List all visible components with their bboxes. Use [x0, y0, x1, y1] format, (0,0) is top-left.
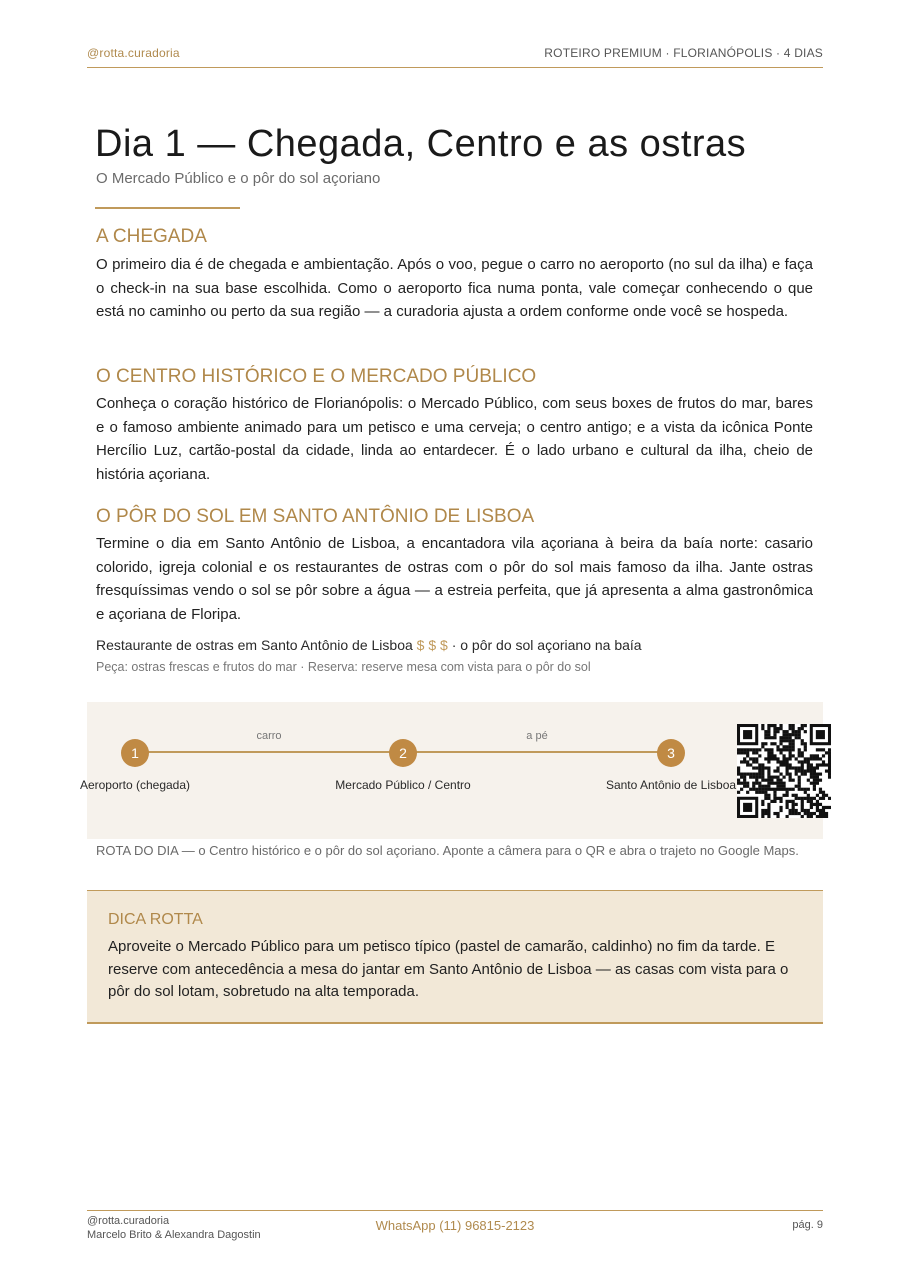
running-header: [87, 46, 823, 68]
tip-body: Aproveite o Mercado Público para um petisco típico (pastel de camarão, caldinho) no fim da tarde. E reserve com antecedência a mesa do jantar em Santo Antônio de Lisboa — as casas com vista para o pôr do sol lotam, sobretudo na alta temporada.: [108, 938, 789, 1000]
page-number: pág. 9: [792, 1219, 823, 1231]
section-body-por-do-sol: Termine o dia em Santo Antônio de Lisboa, a encantadora vila açoriana à beira da baía norte: casario colorido, igreja colonial e os restaurantes de ostras com o pôr do sol mais famoso da ilha. Jante ostras fresquíssimas vendo o sol se pôr sobre a água — a estreia perfeita, que já apresenta a alma gastronômica e açoriana de Floripa.: [96, 535, 813, 623]
route-stop-label-1: Aeroporto (chegada): [79, 778, 191, 792]
section-heading-chegada: A CHEGADA: [96, 226, 207, 247]
route-leg-mode-1: carro: [256, 730, 282, 742]
header-brand: @rotta.curadoria: [87, 46, 180, 60]
restaurant-name: Restaurante de ostras em Santo Antônio de Lisboa: [96, 637, 413, 653]
page-footer: [87, 1210, 823, 1241]
tip-box: [87, 890, 823, 1024]
page-subtitle: O Mercado Público e o pôr do sol açoriano: [96, 170, 381, 187]
route-stop-1: 1: [121, 739, 149, 767]
qr-code-icon[interactable]: [737, 724, 831, 818]
route-stop-3: 3: [657, 739, 685, 767]
route-leg-mode-2: a pé: [526, 730, 548, 742]
route-diagram: [79, 702, 823, 839]
header-doc-info: ROTEIRO PREMIUM · FLORIANÓPOLIS · 4 DIAS: [544, 46, 823, 60]
footer-whatsapp[interactable]: WhatsApp (11) 96815-2123: [375, 1218, 535, 1233]
route-caption: ROTA DO DIA — o Centro histórico e o pôr do sol açoriano. Aponte a câmera para o QR e abra o trajeto no Google Maps.: [96, 843, 799, 858]
route-stop-label-2: Mercado Público / Centro: [335, 778, 471, 792]
footer-authors: Marcelo Brito & Alexandra Dagostin: [87, 1229, 261, 1241]
section-heading-por-do-sol: O PÔR DO SOL EM SANTO ANTÔNIO DE LISBOA: [96, 506, 535, 527]
tip-heading: DICA ROTTA: [108, 911, 203, 928]
section-heading-centro: O CENTRO HISTÓRICO E O MERCADO PÚBLICO: [96, 366, 537, 387]
footer-brand: @rotta.curadoria: [87, 1215, 170, 1227]
title-divider: [95, 207, 240, 209]
page-title: Dia 1 — Chegada, Centro e as ostras: [95, 123, 747, 165]
route-stop-label-3: Santo Antônio de Lisboa: [605, 778, 737, 792]
section-body-centro: Conheça o coração histórico de Florianópolis: o Mercado Público, com seus boxes de frutos do mar, bares e o famoso ambiente animado para um petisco e uma cerveja; o centro antigo; e a vista da icônica Ponte Hercílio Luz, cartão-postal da cidade, linda ao entardecer. É o lado urbano e cultural da ilha, cheio de história açoriana.: [96, 395, 813, 483]
restaurant-line: [96, 637, 642, 653]
section-body-chegada: O primeiro dia é de chegada e ambientação. Após o voo, pegue o carro no aeroporto (no sul da ilha) e faça o check-in na sua base escolhida. Como o aeroporto fica numa ponta, vale começar conhecendo o que está no caminho ou perto da sua região — a curadoria ajusta a ordem conforme onde você se hospeda.: [96, 256, 813, 320]
price-level: $ $ $: [416, 637, 448, 653]
restaurant-note: · o pôr do sol açoriano na baía: [451, 637, 642, 653]
route-stop-2: 2: [389, 739, 417, 767]
restaurant-meta: Peça: ostras frescas e frutos do mar · Reserva: reserve mesa com vista para o pôr do sol: [96, 660, 591, 674]
